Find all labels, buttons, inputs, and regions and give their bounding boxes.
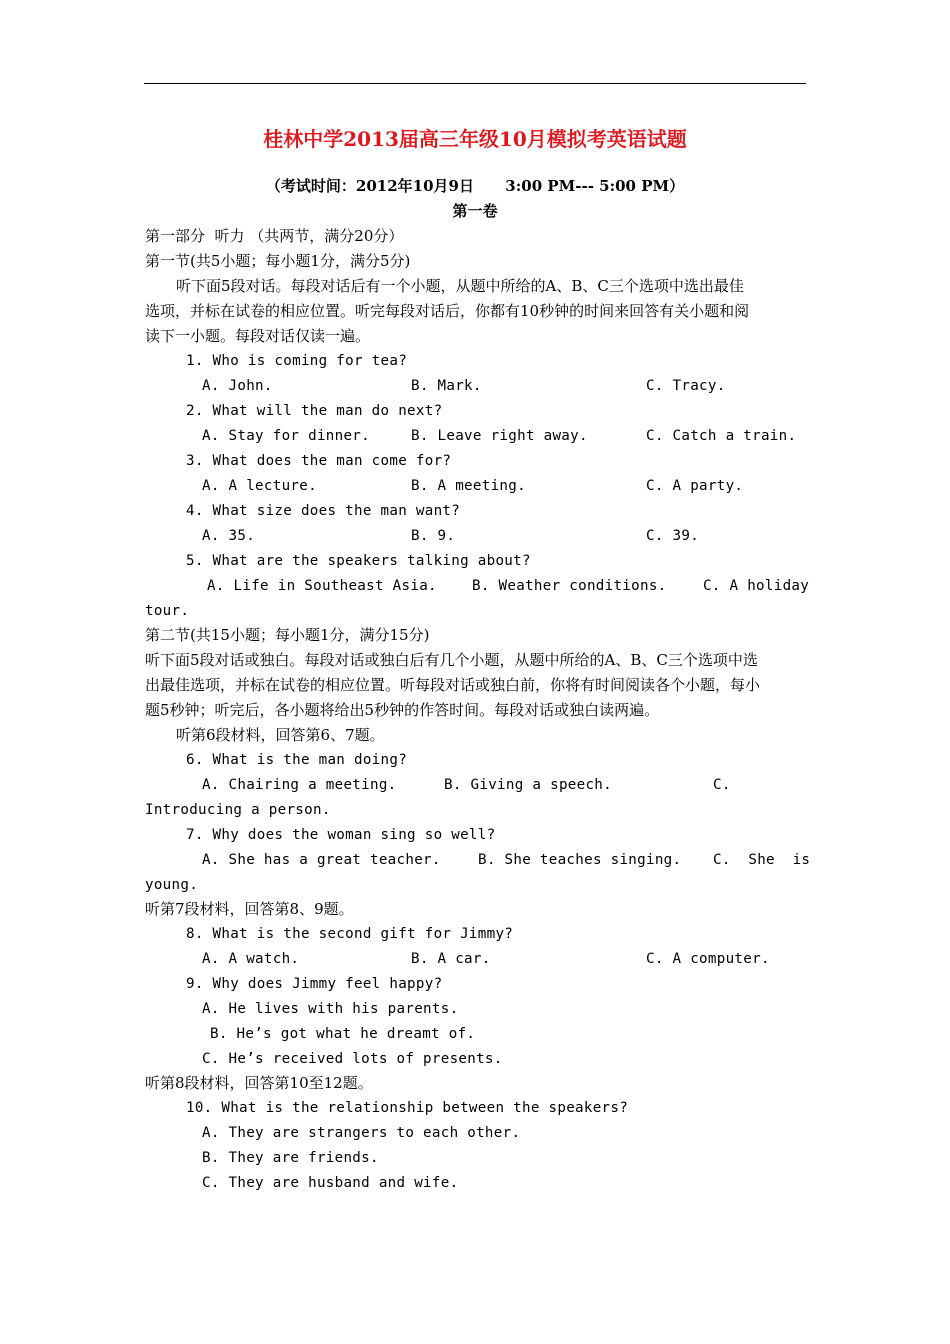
q7-option-c: C. She is (713, 852, 811, 868)
question-1: 1. Who is coming for tea? (186, 353, 408, 369)
material-8-label: 听第8段材料，回答第10至12题。 (145, 1074, 373, 1092)
section1-heading: 第一节(共5小题；每小题1分，满分5分) (145, 252, 411, 270)
section1-instr-line: 读下一小题。每段对话仅读一遍。 (145, 327, 371, 345)
material-6-label: 听第6段材料，回答第6、7题。 (176, 726, 385, 744)
section1-instr-line: 选项，并标在试卷的相应位置。听完每段对话后，你都有10秒钟的时间来回答有关小题和阅 (145, 302, 750, 320)
q5-option-c-continued: tour. (145, 603, 190, 619)
section2-instr-line: 听下面5段对话或独白。每段对话或独白后有几个小题，从题中所给的A、B、C三个选项中选 (145, 651, 758, 669)
q4-option-c: C. 39. (646, 528, 700, 544)
q4-option-a: A. 35. (202, 528, 256, 544)
q9-option-a: A. He lives with his parents. (202, 1001, 459, 1017)
q3-option-b: B. A meeting. (411, 478, 526, 494)
q3-option-a: A. A lecture. (202, 478, 317, 494)
q6-option-c-continued: Introducing a person. (145, 802, 331, 818)
section1-instr-line: 听下面5段对话。每段对话后有一个小题，从题中所给的A、B、C三个选项中选出最佳 (176, 277, 744, 295)
q7-option-c-continued: young. (145, 877, 199, 893)
q10-option-a: A. They are strangers to each other. (202, 1125, 521, 1141)
q5-option-a: A. Life in Southeast Asia. (207, 578, 437, 594)
q9-option-c: C. He’s received lots of presents. (202, 1051, 503, 1067)
q3-option-c: C. A party. (646, 478, 744, 494)
volume-label: 第一卷 (452, 202, 498, 220)
q7-option-b: B. She teaches singing. (478, 852, 682, 868)
q1-option-a: A. John. (202, 378, 273, 394)
question-2: 2. What will the man do next? (186, 403, 443, 419)
header-rule (144, 83, 806, 84)
q5-option-b: B. Weather conditions. (472, 578, 667, 594)
q2-option-a: A. Stay for dinner. (202, 428, 370, 444)
q5-option-c: C. A holiday (703, 578, 810, 594)
q4-option-b: B. 9. (411, 528, 456, 544)
question-10: 10. What is the relationship between the speakers? (186, 1100, 629, 1116)
q2-option-c: C. Catch a train. (646, 428, 797, 444)
q7-option-a: A. She has a great teacher. (202, 852, 441, 868)
q6-option-a: A. Chairing a meeting. (202, 777, 397, 793)
material-7-label: 听第7段材料，回答第8、9题。 (145, 900, 354, 918)
question-8: 8. What is the second gift for Jimmy? (186, 926, 514, 942)
q6-option-c: C. (713, 777, 731, 793)
question-3: 3. What does the man come for? (186, 453, 452, 469)
section2-instr-line: 题5秒钟；听完后，各小题将给出5秒钟的作答时间。每段对话或独白读两遍。 (145, 701, 660, 719)
q1-option-c: C. Tracy. (646, 378, 726, 394)
q8-option-a: A. A watch. (202, 951, 300, 967)
question-6: 6. What is the man doing? (186, 752, 408, 768)
part1-heading: 第一部分 听力 （共两节，满分20分） (145, 227, 404, 245)
section2-heading: 第二节(共15小题；每小题1分，满分15分) (145, 626, 430, 644)
q8-option-c: C. A computer. (646, 951, 770, 967)
question-4: 4. What size does the man want? (186, 503, 461, 519)
question-5: 5. What are the speakers talking about? (186, 553, 531, 569)
q1-option-b: B. Mark. (411, 378, 482, 394)
exam-time: （考试时间：2012年10月9日 3:00 PM--- 5:00 PM） (265, 177, 685, 195)
q9-option-b: B. He’s got what he dreamt of. (210, 1026, 476, 1042)
section2-instr-line: 出最佳选项，并标在试卷的相应位置。听每段对话或独白前，你将有时间阅读各个小题，每小 (145, 676, 761, 694)
q10-option-c: C. They are husband and wife. (202, 1175, 459, 1191)
page-title: 桂林中学2013届高三年级10月模拟考英语试题 (263, 127, 687, 151)
q10-option-b: B. They are friends. (202, 1150, 379, 1166)
q2-option-b: B. Leave right away. (411, 428, 588, 444)
q8-option-b: B. A car. (411, 951, 491, 967)
q6-option-b: B. Giving a speech. (444, 777, 612, 793)
question-7: 7. Why does the woman sing so well? (186, 827, 496, 843)
question-9: 9. Why does Jimmy feel happy? (186, 976, 443, 992)
